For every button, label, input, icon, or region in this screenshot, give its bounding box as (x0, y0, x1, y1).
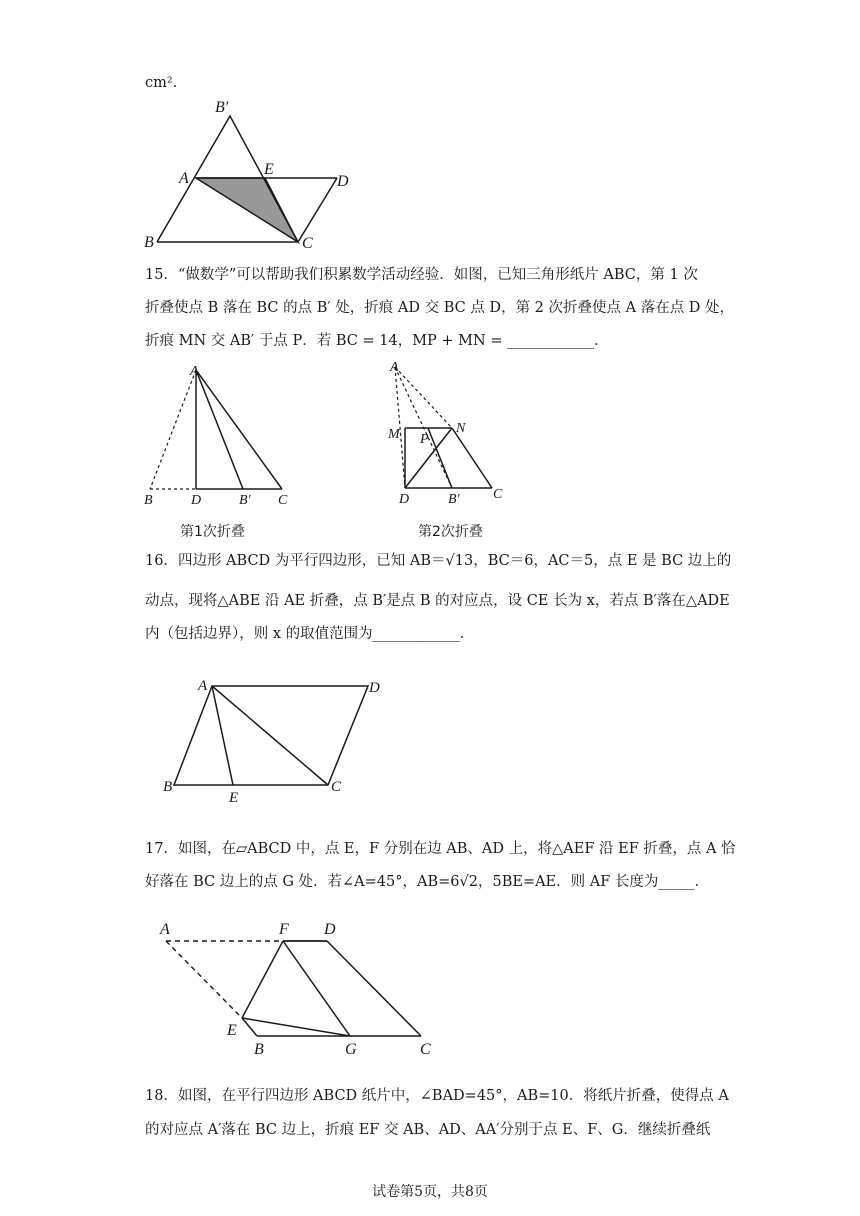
label-C: C (302, 235, 313, 252)
label-C: C (420, 1041, 431, 1058)
label-P: P (420, 432, 429, 447)
label-D: D (369, 680, 380, 696)
label-C: C (278, 493, 288, 508)
q18-line2: 的对应点 A′落在 BC 边上，折痕 EF 交 AB、AD、AA′分别于点 E、F、G．继续折叠纸 (145, 1122, 711, 1138)
q15-line2: 折叠使点 B 落在 BC 的点 B′ 处，折痕 AD 交 BC 点 D，第 2 次折叠使点 A 落在点 D 处， (145, 300, 735, 316)
label-B: B (163, 779, 173, 795)
label-A: A (390, 360, 399, 375)
q16-line1: 16．四边形 ABCD 为平行四边形，已知 AB＝√13，BC＝6，AC＝5，点 E 是 BC 边上的 (145, 553, 732, 569)
label-A: A (190, 364, 199, 379)
label-D: D (191, 493, 202, 508)
q15-line3: 折痕 MN 交 AB′ 于点 P．若 BC = 14，MP + MN = ____________． (145, 333, 609, 349)
figure-q15-fold2 (385, 355, 535, 510)
figure-q14 (140, 95, 360, 255)
label-E: E (227, 1022, 237, 1039)
label-B: B (144, 234, 154, 251)
q17-line1: 17．如图，在▱ABCD 中，点 E，F 分别在边 AB、AD 上，将△AEF 沿 EF 折叠，点 A 恰 (145, 841, 736, 857)
label-Bp: B′ (239, 493, 251, 508)
label-N: N (456, 421, 466, 436)
figure-q17 (155, 918, 445, 1058)
figure-q16 (160, 672, 390, 807)
label-M: M (388, 427, 400, 442)
label-F: F (279, 921, 289, 938)
label-A: A (179, 170, 189, 187)
label-G: G (345, 1041, 357, 1058)
label-Bp: B′ (215, 99, 229, 116)
label-A: A (198, 678, 208, 694)
label-B: B (254, 1041, 264, 1058)
label-C: C (331, 779, 342, 795)
label-A: A (160, 921, 170, 938)
figure-q15-fold1 (140, 360, 300, 510)
label-E: E (264, 161, 274, 178)
shaded-triangle (196, 178, 298, 242)
q16-line2: 动点，现将△ABE 沿 AE 折叠，点 B′是点 B 的对应点，设 CE 长为 x，若点 B′落在△ADE (145, 593, 730, 609)
label-D: D (399, 492, 410, 507)
q18-line1: 18．如图，在平行四边形 ABCD 纸片中，∠BAD=45°，AB=10．将纸片折叠，使得点 A (145, 1088, 729, 1104)
q17-line2: 好落在 BC 边上的点 G 处．若∠A=45°，AB=6√2，5BE=AE．则 AF 长度为_____． (145, 874, 710, 890)
label-C: C (493, 487, 503, 502)
caption-fold2: 第2次折叠 (418, 524, 483, 540)
label-E: E (229, 790, 239, 806)
label-B: B (144, 493, 153, 508)
q15-line1: 15．“做数学”可以帮助我们积累数学活动经验．如图，已知三角形纸片 ABC，第 1 次 (145, 267, 698, 283)
caption-fold1: 第1次折叠 (180, 524, 245, 540)
area-unit-text: cm². (145, 75, 178, 91)
label-D: D (324, 921, 336, 938)
label-D: D (337, 173, 349, 190)
label-Bp: B′ (448, 492, 460, 507)
q16-line3: 内（包括边界），则 x 的取值范围为____________． (145, 626, 475, 642)
page-footer: 试卷第5页，共8页 (372, 1184, 488, 1200)
